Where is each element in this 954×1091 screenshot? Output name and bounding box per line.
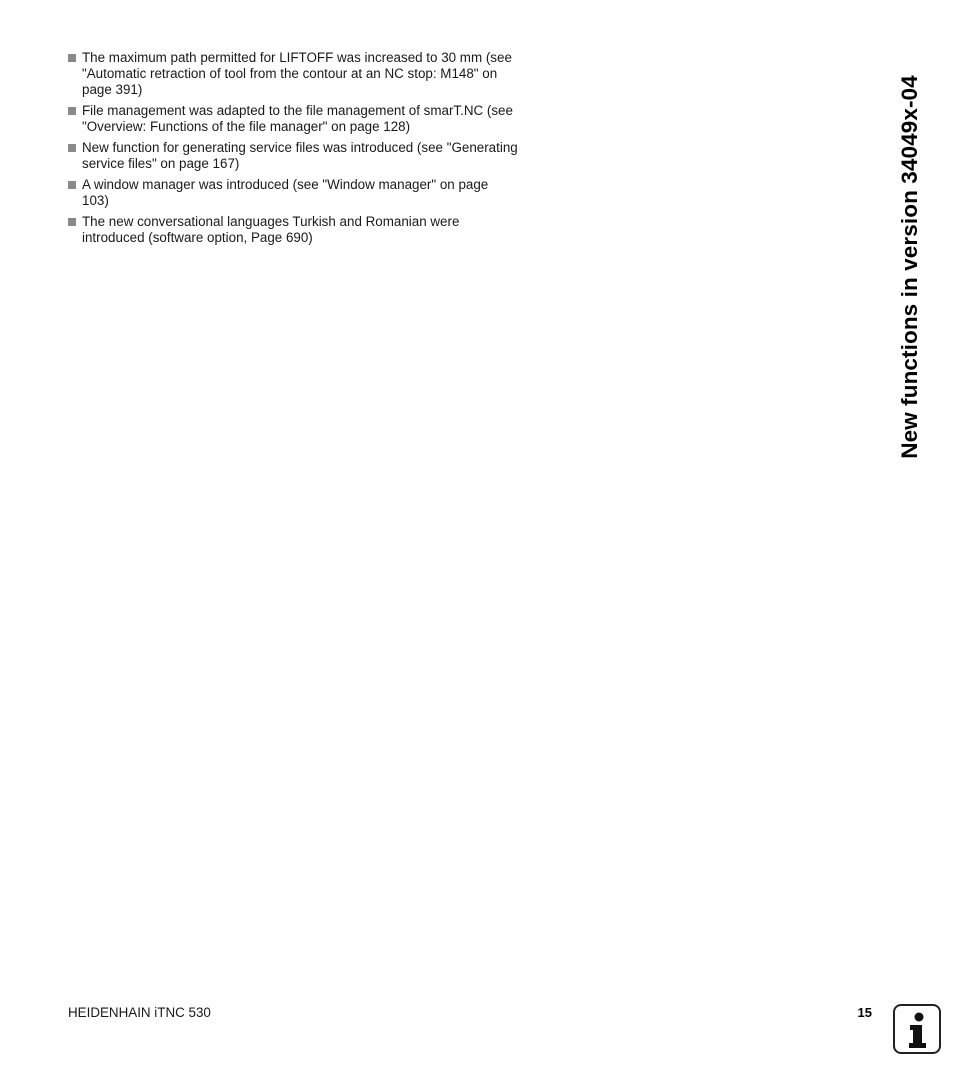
list-item [68, 214, 518, 246]
list-item [68, 103, 518, 135]
list-item [68, 140, 518, 172]
list-item [68, 177, 518, 209]
list-item-text: File management was adapted to the file management of smarT.NC (see "Overview: Functions of the file manager" on page 128) [82, 103, 513, 134]
list-item-text: The new conversational languages Turkish and Romanian were introduced (software option, Page 690) [82, 214, 460, 245]
square-bullet-icon [68, 107, 76, 115]
square-bullet-icon [68, 144, 76, 152]
square-bullet-icon [68, 181, 76, 189]
list-item-text: The maximum path permitted for LIFTOFF was increased to 30 mm (see "Automatic retraction of tool from the contour at an NC stop: M148" on page 391) [82, 50, 512, 97]
list-item-text: New function for generating service files was introduced (see "Generating service files" on page 167) [82, 140, 518, 171]
info-icon [893, 1004, 941, 1054]
page-number: 15 [857, 1005, 872, 1020]
square-bullet-icon [68, 218, 76, 226]
footer-product-name: HEIDENHAIN iTNC 530 [68, 1005, 211, 1020]
list-item [68, 50, 518, 98]
bullet-list [68, 50, 518, 251]
square-bullet-icon [68, 54, 76, 62]
list-item-text: A window manager was introduced (see "Window manager" on page 103) [82, 177, 489, 208]
side-title: New functions in version 34049x-04 [897, 75, 922, 459]
